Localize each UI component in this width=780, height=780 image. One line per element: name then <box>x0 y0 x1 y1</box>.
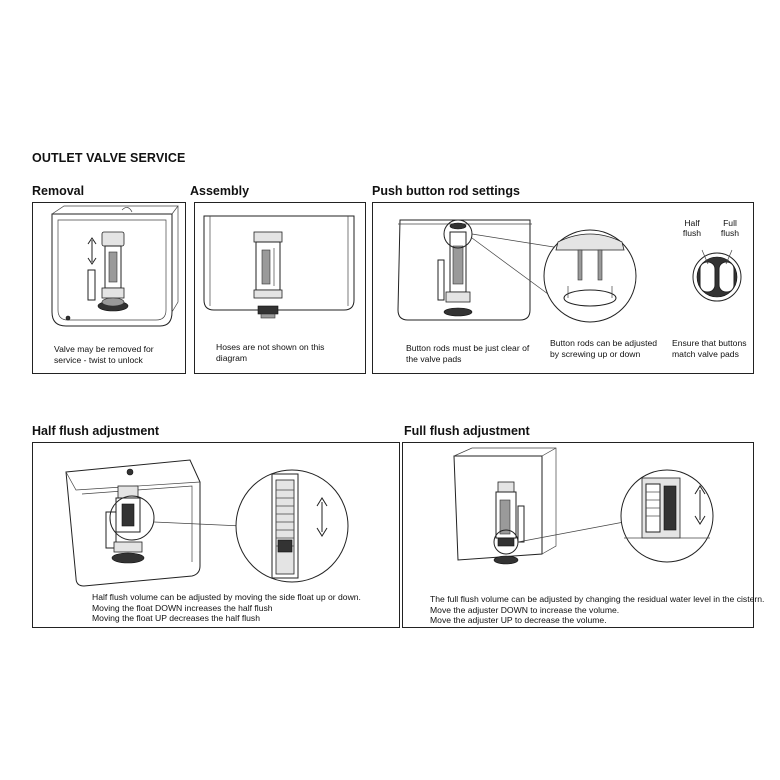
assembly-caption: Hoses are not shown on this diagram <box>216 342 325 363</box>
full-flush-label: Full flush <box>720 218 740 238</box>
push-button-caption-mid: Button rods can be adjusted by screwing up or down <box>550 338 658 359</box>
heading-half-flush: Half flush adjustment <box>32 424 160 438</box>
push-button-caption-left: Button rods must be just clear of the valve pads <box>406 343 530 364</box>
half-flush-caption: Half flush volume can be adjusted by moving the side float up or down. Moving the float DOWN increases the half flush Moving the float UP decreases the half flush <box>92 592 361 623</box>
removal-caption: Valve may be removed for service - twist to unlock <box>54 344 154 365</box>
page-title: OUTLET VALVE SERVICE <box>32 151 186 165</box>
push-button-caption-right: Ensure that buttons match valve pads <box>672 338 747 359</box>
heading-push-button: Push button rod settings <box>372 184 520 198</box>
half-flush-label: Half flush <box>682 218 702 238</box>
full-flush-caption: The full flush volume can be adjusted by changing the residual water level in the cistern. Move the adjuster DOWN to increase the volume. Move the adjuster UP to decrease the volume. <box>430 594 765 625</box>
heading-full-flush: Full flush adjustment <box>404 424 530 438</box>
heading-assembly: Assembly <box>190 184 250 198</box>
heading-removal: Removal <box>32 184 85 198</box>
